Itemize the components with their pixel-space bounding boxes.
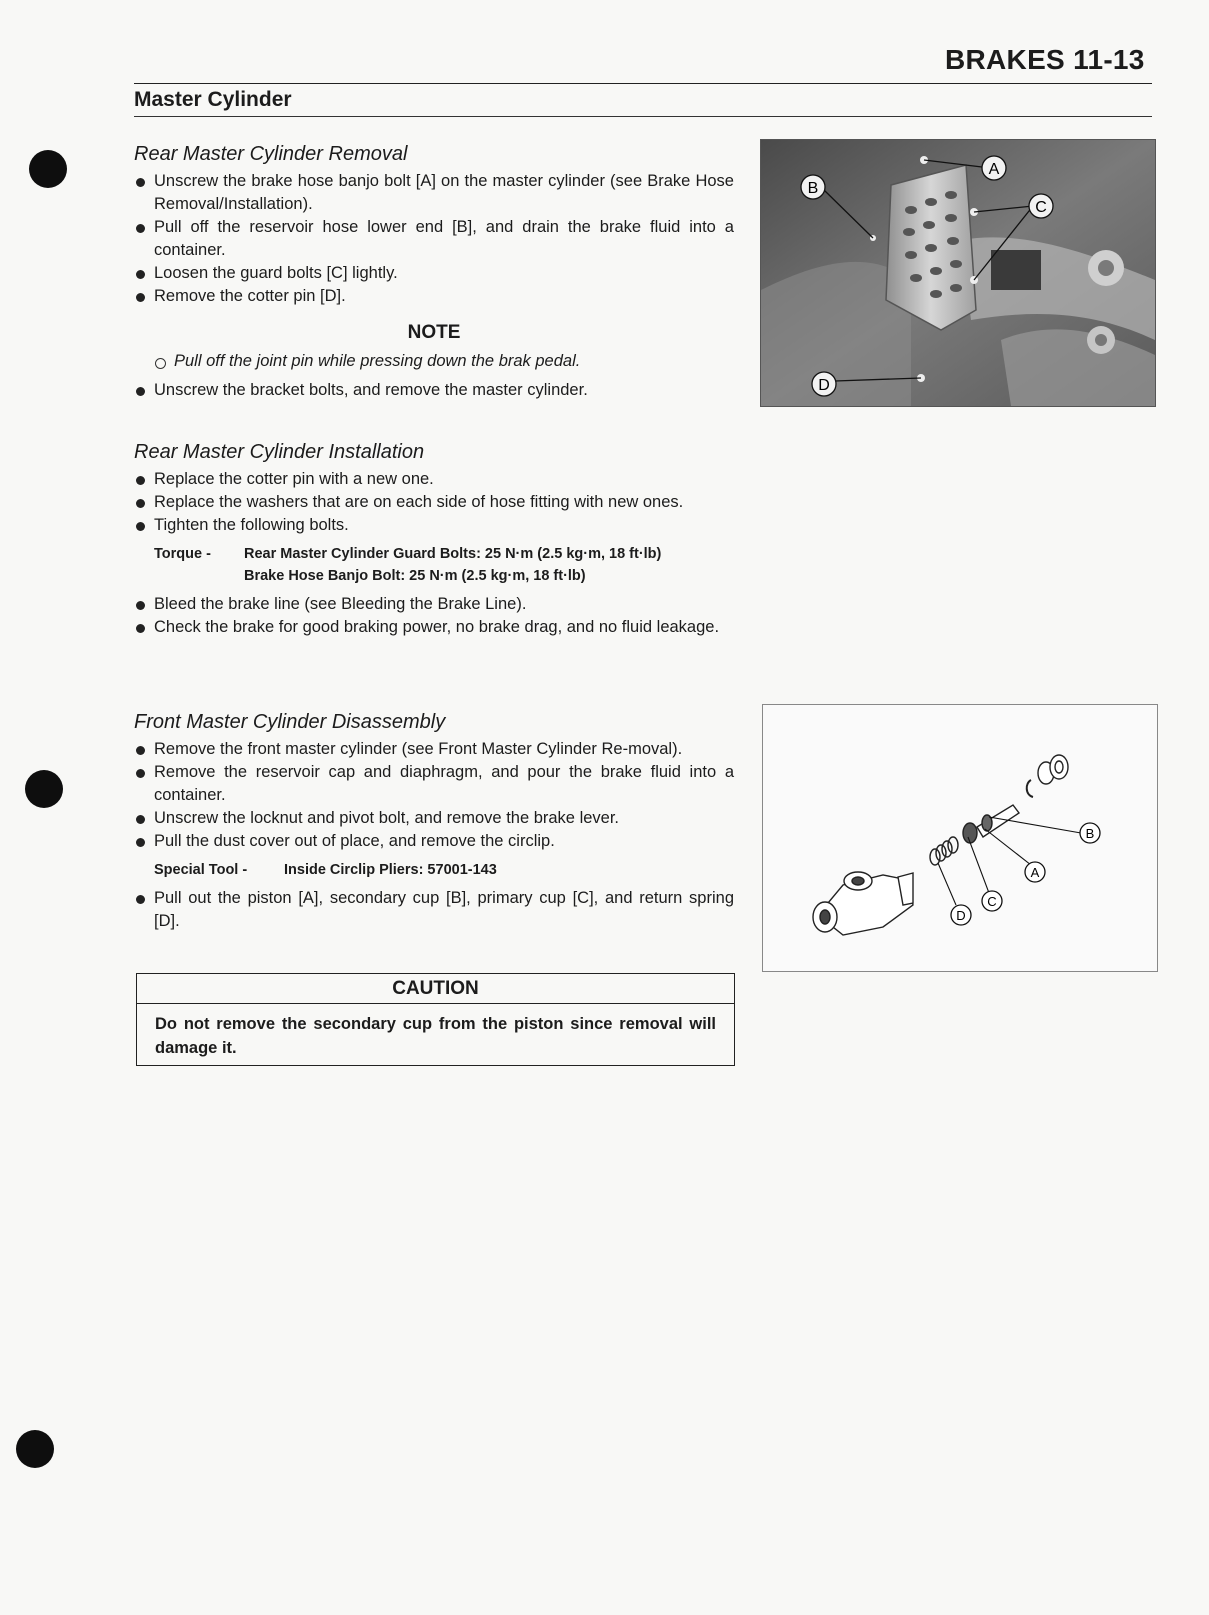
disassembly-final-steps bbox=[134, 887, 734, 933]
torque-spec bbox=[154, 543, 734, 587]
removal-section bbox=[134, 142, 734, 402]
disassembly-step: Remove the front master cylinder (see Front Master Cylinder Re-moval). bbox=[134, 738, 734, 761]
removal-heading: Rear Master Cylinder Removal bbox=[134, 143, 408, 165]
disassembly-section bbox=[134, 710, 734, 933]
diagram-callout-d: D bbox=[956, 908, 966, 923]
page-header: BRAKES 11-13 bbox=[945, 44, 1145, 75]
removal-final-steps bbox=[134, 379, 734, 402]
installation-step: Replace the washers that are on each side of hose fitting with new ones. bbox=[134, 491, 734, 514]
disassembly-step: Unscrew the locknut and pivot bolt, and remove the brake lever. bbox=[134, 807, 734, 830]
installation-step: Bleed the brake line (see Bleeding the Brake Line). bbox=[134, 593, 734, 616]
note-title: NOTE bbox=[407, 322, 461, 343]
installation-section bbox=[134, 440, 734, 639]
disassembly-heading: Front Master Cylinder Disassembly bbox=[134, 711, 446, 733]
binder-hole-bottom bbox=[16, 1430, 54, 1468]
disassembly-step: Pull the dust cover out of place, and remove the circlip. bbox=[134, 830, 734, 853]
diagram-callout-c: C bbox=[987, 894, 997, 909]
removal-step: Pull off the reservoir hose lower end [B], and drain the brake fluid into a container. bbox=[134, 216, 734, 262]
caution-box bbox=[136, 973, 735, 1066]
removal-step: Unscrew the bracket bolts, and remove the master cylinder. bbox=[134, 379, 734, 402]
front-master-cylinder-diagram-drawing bbox=[763, 705, 1157, 971]
front-master-cylinder-diagram bbox=[762, 704, 1158, 972]
special-tool-value: Inside Circlip Pliers: 57001-143 bbox=[284, 862, 497, 878]
caution-text: Do not remove the secondary cup from the piston since removal will damage it. bbox=[155, 1015, 716, 1057]
diagram-callout-b: B bbox=[1085, 826, 1095, 841]
photo-callout-b: B bbox=[807, 180, 819, 197]
torque-value: Brake Hose Banjo Bolt: 25 N·m (2.5 kg·m, 18 ft·lb) bbox=[244, 568, 586, 584]
photo-callout-a: A bbox=[988, 161, 1000, 178]
photo-callout-d: D bbox=[818, 377, 830, 394]
torque-value: Rear Master Cylinder Guard Bolts: 25 N·m (2.5 kg·m, 18 ft·lb) bbox=[244, 546, 662, 562]
disassembly-step: Pull out the piston [A], secondary cup [B], primary cup [C], and return spring [D]. bbox=[134, 887, 734, 933]
removal-step: Remove the cotter pin [D]. bbox=[134, 285, 734, 308]
rear-master-cylinder-photo-drawing bbox=[761, 140, 1155, 406]
installation-step: Replace the cotter pin with a new one. bbox=[134, 468, 734, 491]
section-title: Master Cylinder bbox=[134, 88, 292, 111]
removal-steps bbox=[134, 170, 734, 308]
installation-heading: Rear Master Cylinder Installation bbox=[134, 441, 425, 463]
special-tool-spec bbox=[154, 859, 734, 881]
header-rule bbox=[134, 83, 1152, 84]
binder-hole-top bbox=[29, 150, 67, 188]
caution-title: CAUTION bbox=[137, 974, 734, 1004]
disassembly-step: Remove the reservoir cap and diaphragm, and pour the brake fluid into a container. bbox=[134, 761, 734, 807]
installation-step: Check the brake for good braking power, no brake drag, and no fluid leakage. bbox=[134, 616, 734, 639]
removal-step: Loosen the guard bolts [C] lightly. bbox=[134, 262, 734, 285]
installation-after-steps bbox=[134, 593, 734, 639]
note-text: Pull off the joint pin while pressing down the brak pedal. bbox=[134, 350, 734, 373]
installation-steps bbox=[134, 468, 734, 537]
binder-hole-middle bbox=[25, 770, 63, 808]
installation-step: Tighten the following bolts. bbox=[134, 514, 734, 537]
photo-callout-c: C bbox=[1035, 199, 1047, 216]
section-rule bbox=[134, 116, 1152, 117]
torque-label: Torque - bbox=[154, 546, 211, 562]
special-tool-label: Special Tool - bbox=[154, 862, 248, 878]
rear-master-cylinder-photo bbox=[760, 139, 1156, 407]
disassembly-steps bbox=[134, 738, 734, 853]
removal-step: Unscrew the brake hose banjo bolt [A] on the master cylinder (see Brake Hose Removal/Installation). bbox=[134, 170, 734, 216]
diagram-callout-a: A bbox=[1030, 865, 1040, 880]
